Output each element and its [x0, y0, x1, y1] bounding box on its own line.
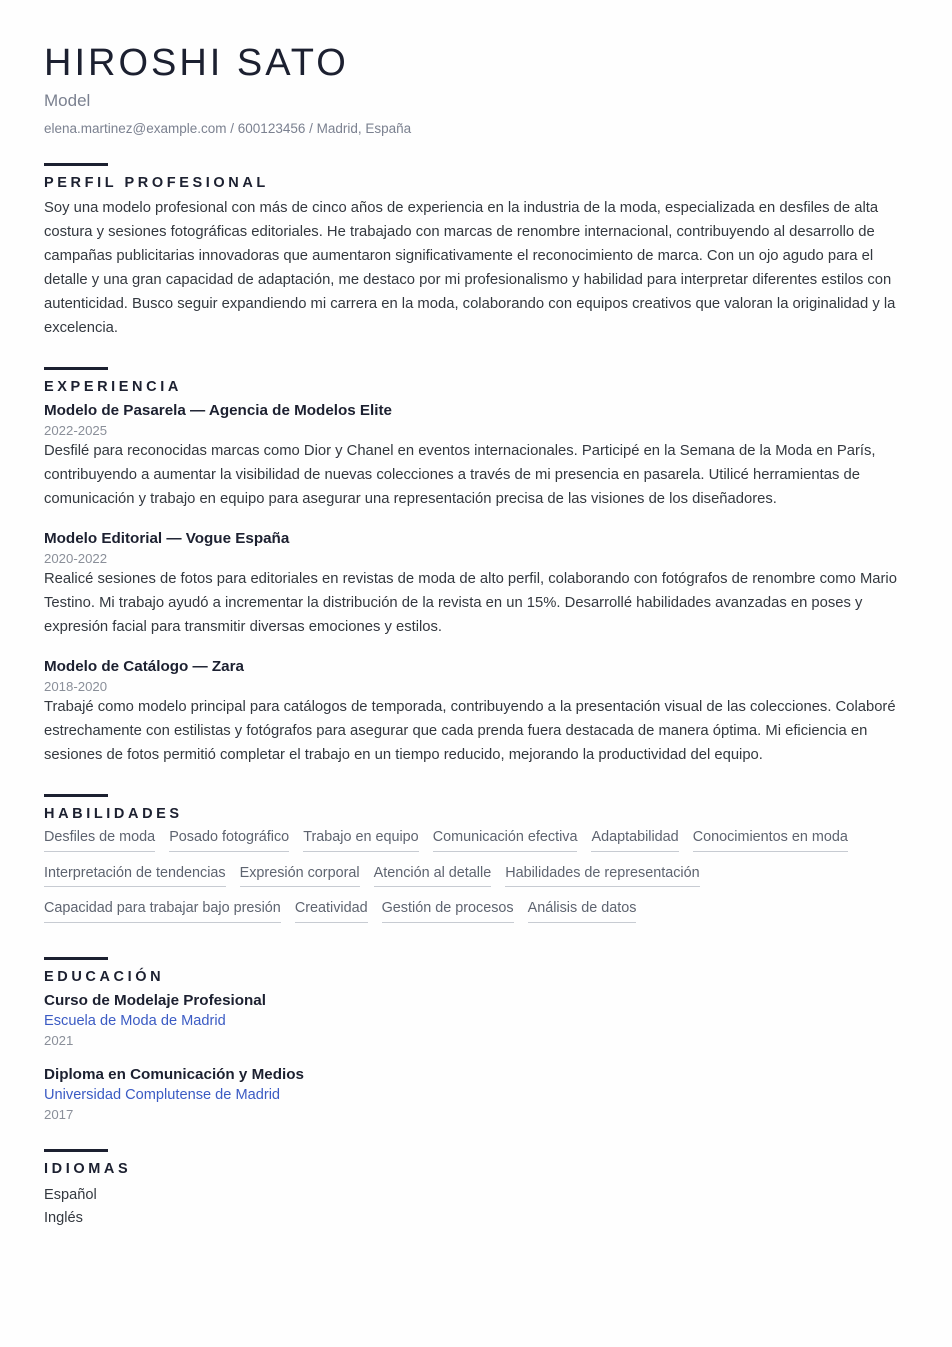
education-item: [44, 991, 908, 1050]
section-title-languages: IDIOMAS: [44, 1161, 132, 1178]
skill-tag: Comunicación efectiva: [433, 828, 578, 851]
experience-item: [44, 657, 908, 768]
section-languages: [44, 1149, 908, 1229]
skill-tag: Capacidad para trabajar bajo presión: [44, 899, 281, 922]
education-degree: Diploma en Comunicación y Medios: [44, 1065, 304, 1083]
profile-text: Soy una modelo profesional con más de cinco años de experiencia en la industria de la moda, especializada en desfiles de alta costura y sesiones fotográficas editoriales. He trabajado con marcas de renombre internacional, contribuyendo al desarrollo de campañas publicitarias innovadoras que aumentaron significativamente el reconocimiento de marca. Con un ojo agudo para el detalle y una gran capacidad de adaptación, me destaco por mi profesionalismo y habilidad para interpretar diferentes estilos con autenticidad. Busco seguir expandiendo mi carrera en la moda, colaborando con equipos creativos que valoran la originalidad y la excelencia.: [44, 200, 896, 336]
skill-tag: Habilidades de representación: [505, 864, 699, 887]
education-item: [44, 1065, 908, 1124]
job-date: 2020-2022: [44, 550, 108, 566]
job-description: Desfilé para reconocidas marcas como Dior y Chanel en eventos internacionales. Participé en la Semana de la Moda en París, contribuyendo a aumentar la visibilidad de nuevas colecciones a través de mi presencia en pasarela. Utilicé herramientas de comunicación y trabajo en equipo para asegurar una representación precisa de las visiones de los diseñadores.: [44, 443, 876, 508]
education-degree: Curso de Modelaje Profesional: [44, 991, 266, 1009]
section-title-skills: HABILIDADES: [44, 805, 183, 822]
section-rule: [44, 367, 108, 370]
education-school-link[interactable]: Escuela de Moda de Madrid: [44, 1012, 226, 1029]
skill-tag: Gestión de procesos: [382, 899, 514, 922]
section-rule: [44, 794, 108, 797]
skill-tag: Atención al detalle: [374, 864, 492, 887]
section-rule: [44, 163, 108, 166]
skill-tag: Adaptabilidad: [591, 828, 678, 851]
job-description: Trabajé como modelo principal para catálogos de temporada, contribuyendo a la presentación visual de las colecciones. Colaboré estrechamente con estilistas y fotógrafos para asegurar que cada prenda fuera destacada de manera óptima. Mi eficiencia en sesiones de fotos permitió completar el trabajo en un tiempo reducido, mejorando la productividad del equipo.: [44, 698, 896, 763]
experience-item: [44, 401, 908, 512]
job-title: Modelo Editorial — Vogue España: [44, 530, 290, 548]
skill-tag: Conocimientos en moda: [693, 828, 848, 851]
skill-tag: Creatividad: [295, 899, 368, 922]
skill-tag: Interpretación de tendencias: [44, 864, 226, 887]
section-skills: [44, 794, 908, 935]
job-date: 2022-2025: [44, 423, 108, 439]
section-profile: [44, 163, 908, 341]
section-rule: [44, 957, 108, 960]
skill-tag: Trabajo en equipo: [303, 828, 418, 851]
language-item: Inglés: [44, 1209, 83, 1226]
experience-item: [44, 529, 908, 640]
skill-tag: Expresión corporal: [240, 864, 360, 887]
job-description: Realicé sesiones de fotos para editoriales en revistas de moda de alto perfil, colaborando con fotógrafos de renombre como Mario Testino. Mi trabajo ayudó a incrementar la distribución de la revista en un 15%. Desarrollé habilidades avanzadas en poses y expresión facial para transmitir diversas emociones y estilos.: [44, 571, 897, 636]
candidate-name: HIROSHI SATO: [44, 42, 349, 84]
section-experience: [44, 367, 908, 768]
job-title: Modelo de Pasarela — Agencia de Modelos Elite: [44, 402, 392, 420]
contact-line: elena.martinez@example.com / 600123456 / Madrid, España: [44, 120, 412, 136]
skill-tag: Análisis de datos: [528, 899, 637, 922]
skill-tag: Posado fotográfico: [169, 828, 289, 851]
education-year: 2021: [44, 1033, 74, 1049]
resume-header: [44, 44, 908, 137]
skill-tag: Desfiles de moda: [44, 828, 155, 851]
section-title-experience: EXPERIENCIA: [44, 378, 182, 395]
language-item: Español: [44, 1186, 97, 1203]
education-year: 2017: [44, 1106, 74, 1122]
section-education: [44, 957, 908, 1124]
section-title-education: EDUCACIÓN: [44, 968, 165, 985]
skills-list: [44, 828, 908, 934]
job-title: Modelo de Catálogo — Zara: [44, 657, 244, 675]
section-title-profile: PERFIL PROFESIONAL: [44, 174, 269, 191]
section-rule: [44, 1149, 108, 1152]
education-school-link[interactable]: Universidad Complutense de Madrid: [44, 1086, 281, 1103]
job-date: 2018-2020: [44, 678, 108, 694]
candidate-role: Model: [44, 90, 91, 110]
